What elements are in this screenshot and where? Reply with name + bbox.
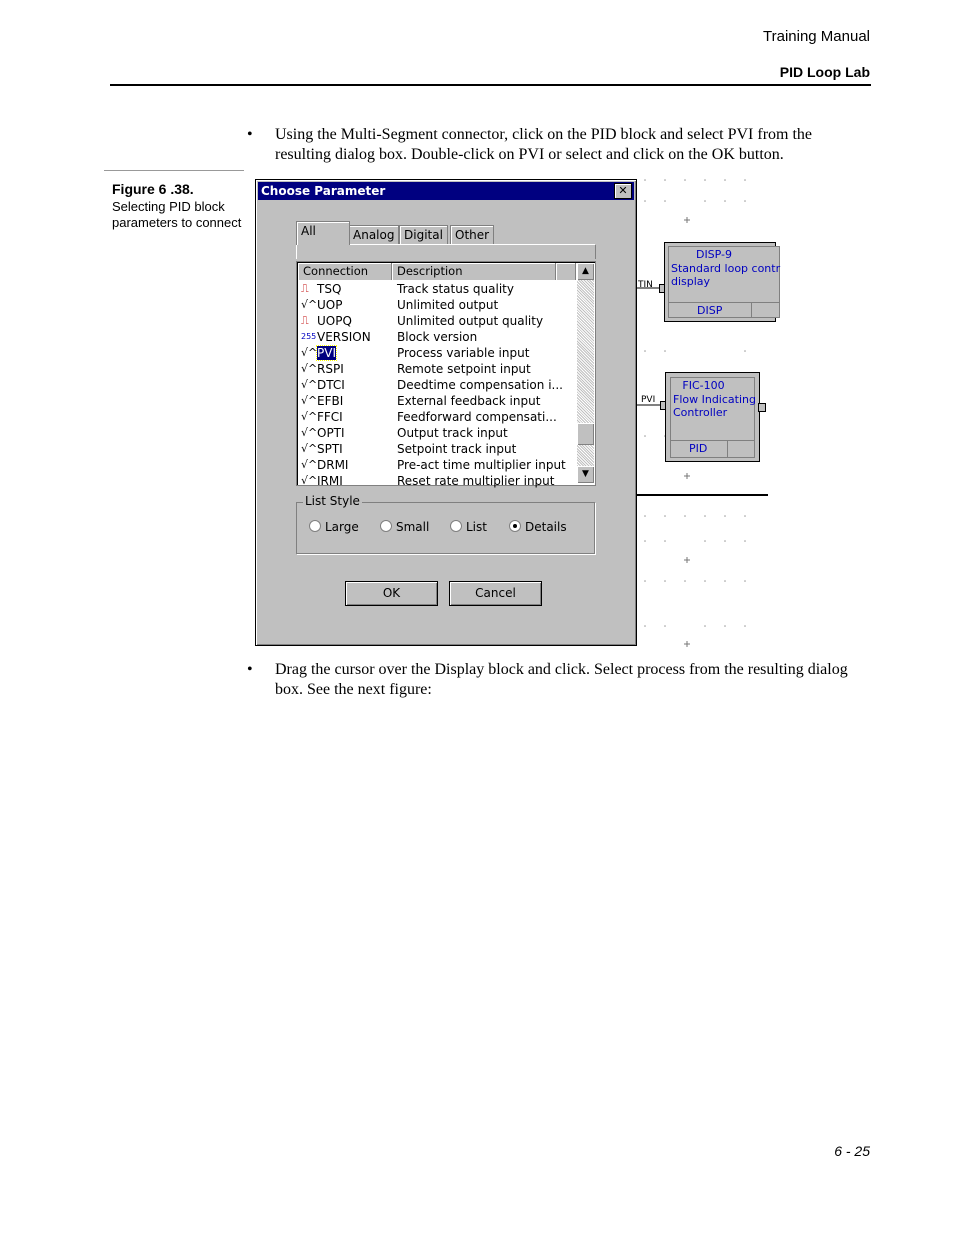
connection-description: External feedback input (397, 394, 541, 408)
radio-checked-icon (509, 520, 521, 532)
column-header-connection[interactable]: Connection (298, 263, 392, 280)
parameter-rows (299, 281, 575, 489)
choose-parameter-dialog (255, 179, 637, 646)
tab-panel (296, 244, 596, 259)
connection-name: PVI (317, 346, 336, 360)
connection-description: Reset rate multiplier input (397, 474, 555, 488)
analog-signal-icon: √^ (301, 474, 318, 487)
page-number: 6 - 25 (834, 1143, 870, 1159)
connection-description: Unlimited output (397, 298, 499, 312)
connection-description: Deedtime compensation i... (397, 378, 563, 392)
connection-name: EFBI (317, 394, 344, 408)
list-item[interactable] (299, 425, 575, 441)
digital-signal-icon: ⎍ (301, 282, 309, 295)
list-item[interactable] (299, 457, 575, 473)
bullet-symbol-2: • (247, 661, 253, 678)
scroll-thumb[interactable] (577, 423, 594, 445)
cancel-button[interactable]: Cancel (449, 581, 542, 606)
radio-small[interactable]: Small (380, 520, 429, 534)
list-item[interactable] (299, 377, 575, 393)
list-item[interactable] (299, 393, 575, 409)
radio-large[interactable]: Large (309, 520, 359, 534)
bullet-text-2: Drag the cursor over the Display block and click. Select process from the resulting dialog box. See the next figure: (275, 661, 848, 698)
pid-output-port[interactable] (758, 403, 766, 412)
tab-analog[interactable]: Analog (348, 225, 399, 244)
tab-all[interactable]: All (296, 221, 350, 245)
digital-signal-icon: ⎍ (301, 314, 309, 327)
close-button[interactable] (614, 183, 632, 199)
disp-pin-label: TIN (638, 280, 653, 290)
close-icon: ✕ (618, 184, 628, 197)
connection-name: UOP (317, 298, 343, 312)
radio-circle-icon (450, 520, 462, 532)
connection-name: VERSION (317, 330, 371, 344)
header-rule (110, 84, 871, 86)
dialog-titlebar[interactable] (258, 182, 634, 200)
triangle-up-icon: ▲ (582, 266, 589, 276)
connection-name: FFCI (317, 410, 343, 424)
pid-description-1: Flow Indicating (673, 393, 756, 406)
radio-circle-icon (380, 520, 392, 532)
analog-signal-icon: √^ (301, 458, 318, 471)
ok-button[interactable]: OK (345, 581, 438, 606)
connection-description: Setpoint track input (397, 442, 517, 456)
pid-tag: FIC-100 (682, 379, 725, 392)
disp-block[interactable] (664, 242, 781, 322)
analog-signal-icon: √^ (301, 346, 318, 359)
analog-signal-icon: √^ (301, 410, 318, 423)
list-item[interactable] (299, 361, 575, 377)
list-item-selected[interactable] (299, 345, 575, 361)
connection-name: RSPI (317, 362, 344, 376)
tab-other[interactable]: Other (450, 225, 494, 244)
scroll-down-button[interactable] (577, 466, 594, 483)
disp-type: DISP (697, 304, 723, 317)
scroll-up-button[interactable] (577, 263, 594, 280)
figure-label: Figure 6 .38. (112, 181, 194, 197)
header-title: Training Manual (763, 28, 870, 45)
disp-description-2: display (671, 275, 711, 288)
bullet-symbol-1: • (247, 126, 253, 143)
analog-signal-icon: √^ (301, 442, 318, 455)
list-item[interactable] (299, 297, 575, 313)
connection-description: Output track input (397, 426, 508, 440)
list-item[interactable] (299, 281, 575, 297)
dialog-title: Choose Parameter (261, 184, 386, 198)
connection-description: Block version (397, 330, 478, 344)
integer-icon: 255 (301, 332, 317, 341)
connection-name: UOPQ (317, 314, 352, 328)
connection-name: DTCI (317, 378, 345, 392)
pid-block[interactable] (665, 372, 760, 462)
radio-details[interactable]: Details (509, 520, 567, 534)
list-style-label: List Style (305, 494, 360, 508)
column-header-filler (556, 263, 576, 280)
header-subtitle: PID Loop Lab (779, 64, 870, 80)
radio-circle-icon (309, 520, 321, 532)
bullet-text-1: Using the Multi-Segment connector, click on the PID block and select PVI from the resulting dialog box. Double-click on PVI or select and click on the OK button. (275, 126, 813, 163)
analog-signal-icon: √^ (301, 426, 318, 439)
connection-description: Pre-act time multiplier input (397, 458, 566, 472)
pid-description-2: Controller (673, 406, 728, 419)
connection-description: Track status quality (397, 282, 514, 296)
radio-list[interactable]: List (450, 520, 487, 534)
connection-description: Feedforward compensati... (397, 410, 557, 424)
analog-signal-icon: √^ (301, 298, 318, 311)
analog-signal-icon: √^ (301, 362, 318, 375)
analog-signal-icon: √^ (301, 378, 318, 391)
figure-rule (104, 170, 244, 171)
figure-caption: Selecting PID block parameters to connect (112, 199, 242, 230)
connection-name: TSQ (317, 282, 342, 296)
disp-tag: DISP-9 (695, 248, 733, 261)
pid-pin-label: PVI (641, 395, 656, 405)
connection-name: OPTI (317, 426, 345, 440)
connection-description: Remote setpoint input (397, 362, 531, 376)
analog-signal-icon: √^ (301, 394, 318, 407)
list-item[interactable] (299, 441, 575, 457)
connection-name: IRMI (317, 474, 343, 488)
column-header-description[interactable]: Description (392, 263, 556, 280)
list-style-group (296, 494, 595, 554)
list-item[interactable] (299, 409, 575, 425)
connection-description: Process variable input (397, 346, 530, 360)
parameter-list[interactable] (296, 261, 596, 486)
connection-name: DRMI (317, 458, 349, 472)
pid-type: PID (689, 442, 708, 455)
list-item[interactable] (299, 473, 575, 489)
triangle-down-icon: ▼ (582, 469, 589, 479)
screenshot (255, 176, 781, 646)
disp-description-1: Standard loop contr (671, 262, 781, 275)
list-item[interactable] (299, 329, 575, 345)
tab-digital[interactable]: Digital (399, 225, 448, 244)
list-item[interactable] (299, 313, 575, 329)
connection-name: SPTI (317, 442, 343, 456)
connection-description: Unlimited output quality (397, 314, 544, 328)
vertical-scrollbar[interactable] (577, 263, 594, 483)
